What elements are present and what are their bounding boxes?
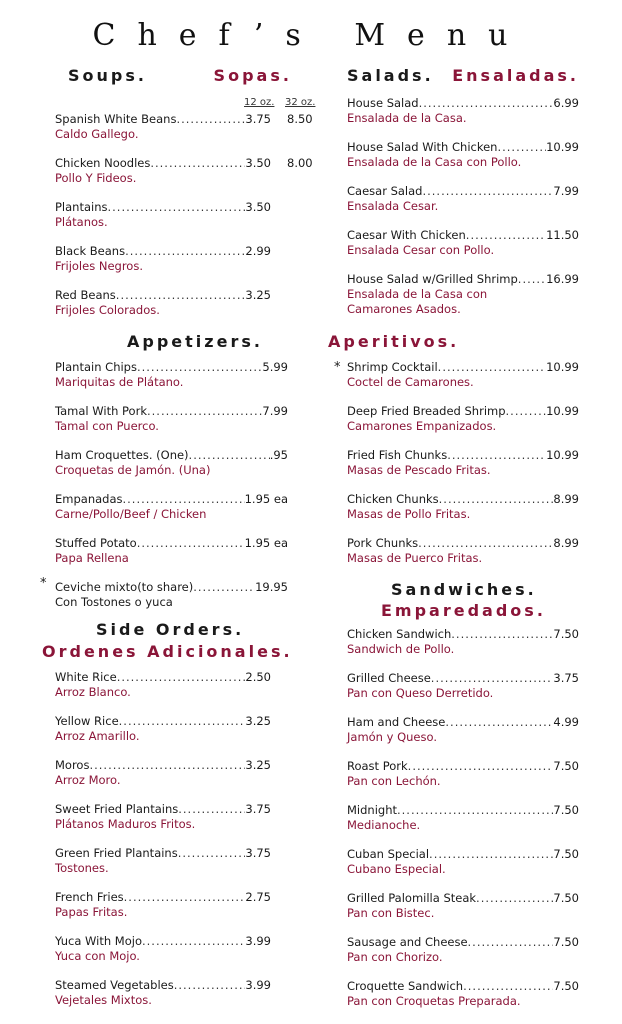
item-description: Pan con Bistec.	[347, 906, 435, 920]
item-description: Ensalada de la Casa con	[347, 287, 488, 301]
item-name: Plantain Chips	[55, 360, 137, 374]
item-description: Masas de Pescado Fritas.	[347, 463, 491, 477]
item-name: Fried Fish Chunks	[347, 448, 448, 462]
item-description: Coctel de Camarones.	[347, 375, 474, 389]
item-description: Papas Fritas.	[55, 905, 128, 919]
dot-leader	[193, 580, 255, 594]
dot-leader	[419, 96, 554, 110]
item-price: 7.50	[553, 847, 579, 861]
dot-leader	[142, 934, 245, 948]
item-description: Pan con Queso Derretido.	[347, 686, 494, 700]
dot-leader	[89, 758, 245, 772]
item-description: Masas de Pollo Fritas.	[347, 507, 471, 521]
item-description: Con Tostones o yuca	[55, 595, 173, 609]
menu-item	[347, 671, 579, 700]
dot-leader	[178, 846, 246, 860]
menu-item	[55, 156, 313, 185]
item-price: 6.99	[553, 96, 579, 110]
menu-item	[55, 978, 271, 1007]
item-description: Pollo Y Fideos.	[55, 171, 137, 185]
item-name: Roast Pork	[347, 759, 408, 773]
menu-item	[347, 184, 579, 213]
item-name: Stuffed Potato	[55, 536, 137, 550]
item-price-large: 8.00	[287, 156, 313, 170]
item-name: Red Beans	[55, 288, 116, 302]
item-price: 10.99	[546, 360, 579, 374]
salads-header	[347, 66, 579, 85]
item-name: Sausage and Cheese	[347, 935, 468, 949]
dot-leader	[108, 200, 246, 214]
shrimp-cocktail-star: *	[334, 360, 341, 375]
item-description: Yuca con Mojo.	[55, 949, 140, 963]
soups-header	[68, 66, 292, 85]
item-description: Arroz Amarillo.	[55, 729, 140, 743]
dot-leader	[408, 759, 554, 773]
item-price: 10.99	[546, 448, 579, 462]
item-description: Carne/Pollo/Beef / Chicken	[55, 507, 207, 521]
item-name: Pork Chunks	[347, 536, 419, 550]
item-price: 3.50	[245, 200, 271, 214]
item-name: Cuban Special	[347, 847, 430, 861]
dot-leader	[506, 404, 547, 418]
size-small-label: 12 oz.	[244, 97, 275, 108]
item-price: 8.99	[553, 492, 579, 506]
item-price: 5.99	[262, 360, 288, 374]
menu-item	[55, 934, 271, 963]
item-description: Mariquitas de Plátano.	[55, 375, 184, 389]
item-description: Camarones Empanizados.	[347, 419, 497, 433]
item-price: 3.25	[245, 758, 271, 772]
dot-leader	[123, 492, 245, 506]
menu-item	[55, 112, 313, 141]
menu-item	[55, 758, 271, 787]
item-price: 8.99	[553, 536, 579, 550]
item-price: 7.50	[553, 803, 579, 817]
item-price: 10.99	[546, 404, 579, 418]
item-name: Green Fried Plantains	[55, 846, 178, 860]
item-description: Ensalada de la Casa con Pollo.	[347, 155, 522, 169]
item-description: Frijoles Colorados.	[55, 303, 160, 317]
menu-item	[347, 140, 579, 169]
dot-leader	[463, 979, 553, 993]
dot-leader	[439, 492, 554, 506]
item-price: 7.50	[553, 891, 579, 905]
item-description-line2: Camarones Asados.	[347, 302, 461, 316]
item-name: Grilled Cheese	[347, 671, 431, 685]
dot-leader	[125, 244, 245, 258]
menu-item	[55, 714, 271, 743]
item-name: Ham Croquettes. (One)	[55, 448, 189, 462]
appetizers-header-es: Aperitivos.	[328, 332, 460, 351]
menu-item	[55, 890, 271, 919]
item-description: Pan con Lechón.	[347, 774, 441, 788]
item-description: Plátanos.	[55, 215, 108, 229]
menu-item	[347, 627, 579, 656]
item-description: Jamón y Queso.	[347, 730, 437, 744]
item-name: House Salad w/Grilled Shrimp	[347, 272, 518, 286]
item-description: Arroz Moro.	[55, 773, 121, 787]
menu-item	[347, 536, 579, 565]
size-large-label: 32 oz.	[285, 97, 316, 108]
menu-item	[55, 200, 271, 229]
menu-item	[347, 979, 579, 1008]
menu-item	[55, 404, 288, 433]
dot-leader	[147, 404, 262, 418]
item-description: Pan con Croquetas Preparada.	[347, 994, 521, 1008]
item-price: 1.95 ea	[244, 492, 288, 506]
item-description: Masas de Puerco Fritas.	[347, 551, 483, 565]
item-price: 3.25	[245, 714, 271, 728]
menu-item	[347, 891, 579, 920]
sandwiches-header-en: Sandwiches.	[391, 580, 537, 599]
item-name: Ceviche mixto(to share)	[55, 580, 194, 594]
menu-item	[347, 492, 579, 521]
item-name: Chicken Chunks	[347, 492, 439, 506]
menu-item	[347, 96, 579, 125]
dot-leader	[422, 184, 553, 198]
dot-leader	[137, 360, 262, 374]
item-price: 3.75	[553, 671, 579, 685]
item-description: Plátanos Maduros Fritos.	[55, 817, 196, 831]
item-price: 3.99	[245, 934, 271, 948]
item-description: Frijoles Negros.	[55, 259, 143, 273]
item-price: 3.50	[245, 156, 271, 170]
dot-leader	[497, 140, 546, 154]
menu-item	[55, 448, 288, 477]
dot-leader	[124, 890, 246, 904]
item-name: White Rice	[55, 670, 117, 684]
dot-leader	[418, 536, 553, 550]
item-price-large: 8.50	[287, 112, 313, 126]
dot-leader	[431, 671, 554, 685]
item-price: 3.25	[245, 288, 271, 302]
dot-leader	[117, 670, 246, 684]
menu-item	[347, 404, 579, 433]
item-name: Chicken Noodles	[55, 156, 151, 170]
item-name: Caesar Salad	[347, 184, 423, 198]
item-name: Croquette Sandwich	[347, 979, 464, 993]
dot-leader	[476, 891, 553, 905]
item-name: Black Beans	[55, 244, 126, 258]
soups-header-en: Soups.	[68, 66, 147, 85]
item-name: Moros	[55, 758, 90, 772]
item-name: Tamal With Pork	[55, 404, 147, 418]
item-price: 16.99	[546, 272, 579, 286]
item-name: Yellow Rice	[55, 714, 119, 728]
item-price: 3.75	[245, 846, 271, 860]
dot-leader	[397, 803, 553, 817]
item-description: Ensalada Cesar con Pollo.	[347, 243, 495, 257]
item-description: Pan con Chorizo.	[347, 950, 443, 964]
menu-item	[55, 670, 271, 699]
dot-leader	[137, 536, 245, 550]
menu-item	[55, 580, 288, 609]
item-name: Yuca With Mojo	[55, 934, 142, 948]
menu-item	[347, 847, 579, 876]
dot-leader	[518, 272, 546, 286]
menu-title: Chef’s Menu	[92, 18, 530, 53]
item-description: Caldo Gallego.	[55, 127, 139, 141]
item-price: 7.99	[262, 404, 288, 418]
dot-leader	[189, 448, 270, 462]
menu-item	[55, 244, 271, 273]
item-description: Ensalada Cesar.	[347, 199, 439, 213]
sides-header-es: Ordenes Adicionales.	[42, 642, 293, 661]
menu-item	[347, 360, 579, 389]
menu-item	[55, 360, 288, 389]
dot-leader	[429, 847, 553, 861]
item-name: Sweet Fried Plantains	[55, 802, 179, 816]
dot-leader	[174, 978, 246, 992]
menu-item	[55, 536, 288, 565]
dot-leader	[466, 228, 546, 242]
item-name: French Fries	[55, 890, 124, 904]
dot-leader	[447, 448, 546, 462]
item-price: .95	[269, 448, 288, 462]
item-description: Croquetas de Jamón. (Una)	[55, 463, 211, 477]
appetizers-header-en: Appetizers.	[127, 332, 263, 351]
item-price: 10.99	[546, 140, 579, 154]
item-name: House Salad	[347, 96, 419, 110]
item-name: Steamed Vegetables	[55, 978, 174, 992]
dot-leader	[178, 802, 245, 816]
item-name: Ham and Cheese	[347, 715, 446, 729]
item-name: Midnight	[347, 803, 397, 817]
item-price: 7.50	[553, 935, 579, 949]
item-description: Cubano Especial.	[347, 862, 446, 876]
item-price: 1.95 ea	[244, 536, 288, 550]
item-name: Shrimp Cocktail	[347, 360, 438, 374]
item-price: 3.75	[245, 112, 271, 126]
item-price: 2.75	[245, 890, 271, 904]
item-name: Deep Fried Breaded Shrimp	[347, 404, 506, 418]
dot-leader	[116, 288, 246, 302]
item-price: 11.50	[546, 228, 579, 242]
item-price: 4.99	[553, 715, 579, 729]
dot-leader	[451, 627, 553, 641]
item-price: 2.50	[245, 670, 271, 684]
item-description: Tamal con Puerco.	[55, 419, 159, 433]
item-price: 3.99	[245, 978, 271, 992]
item-description: Arroz Blanco.	[55, 685, 131, 699]
item-price: 7.50	[553, 979, 579, 993]
menu-item	[347, 715, 579, 744]
menu-item	[55, 802, 271, 831]
menu-item	[347, 272, 579, 316]
dot-leader	[176, 112, 245, 126]
item-description: Sandwich de Pollo.	[347, 642, 455, 656]
salads-header-es: Ensaladas.	[452, 66, 580, 85]
item-description: Tostones.	[55, 861, 109, 875]
menu-item	[55, 492, 288, 521]
item-name: Spanish White Beans	[55, 112, 177, 126]
soups-header-es: Sopas.	[213, 66, 292, 85]
ceviche-star: *	[40, 576, 47, 591]
menu-item	[347, 803, 579, 832]
item-description: Ensalada de la Casa.	[347, 111, 467, 125]
menu-item	[55, 288, 271, 317]
item-name: Chicken Sandwich	[347, 627, 452, 641]
sandwiches-header-es: Emparedados.	[381, 601, 546, 620]
item-name: Caesar With Chicken	[347, 228, 466, 242]
menu-item	[347, 228, 579, 257]
salads-header-en: Salads.	[347, 66, 434, 85]
item-name: Empanadas	[55, 492, 123, 506]
dot-leader	[119, 714, 246, 728]
item-description: Medianoche.	[347, 818, 421, 832]
dot-leader	[445, 715, 553, 729]
menu-item	[347, 759, 579, 788]
item-price: 7.50	[553, 759, 579, 773]
item-price: 7.50	[553, 627, 579, 641]
item-name: Plantains	[55, 200, 108, 214]
item-price: 19.95	[255, 580, 288, 594]
dot-leader	[468, 935, 554, 949]
item-name: House Salad With Chicken	[347, 140, 498, 154]
item-price: 2.99	[245, 244, 271, 258]
sides-header-en: Side Orders.	[96, 620, 245, 639]
menu-item	[347, 448, 579, 477]
item-price: 3.75	[245, 802, 271, 816]
dot-leader	[150, 156, 245, 170]
item-price: 7.99	[553, 184, 579, 198]
item-name: Grilled Palomilla Steak	[347, 891, 477, 905]
menu-item	[55, 846, 271, 875]
item-description: Vejetales Mixtos.	[55, 993, 152, 1007]
item-description: Papa Rellena	[55, 551, 129, 565]
dot-leader	[438, 360, 546, 374]
menu-item	[347, 935, 579, 964]
